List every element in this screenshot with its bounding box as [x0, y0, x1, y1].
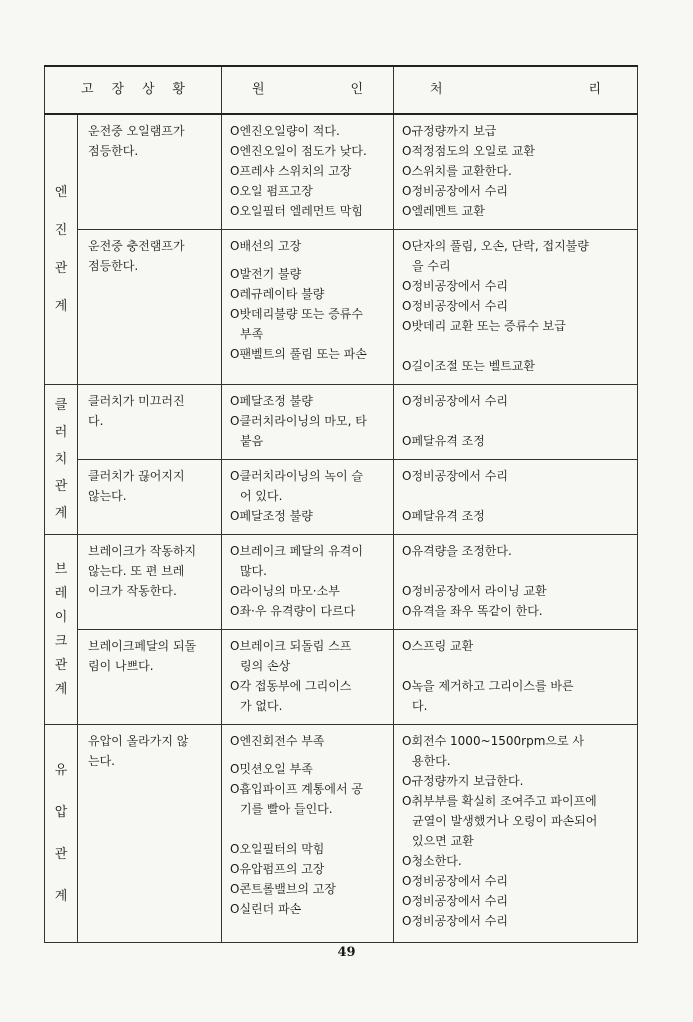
- cause-cell: O브레이크 되돌림 스프 링의 손상 O각 접동부에 그리이스 가 없다.: [222, 630, 394, 725]
- remedy-cell: O스프링 교환 O녹을 제거하고 그리이스를 바른 다.: [394, 630, 638, 725]
- table-row: [45, 460, 638, 535]
- cause-cell: O페달조정 불량 O클러치라이닝의 마모, 타 붙음: [222, 385, 394, 460]
- remedy-cell: O단자의 풀림, 오손, 단락, 접지불량 을 수리 O정비공장에서 수리 O정비공장에서 수리 O밧데리 교환 또는 증류수 보급 O길이조절 또는 벨트교환: [394, 230, 638, 385]
- symptom-cell: 운전중 오일램프가 점등한다.: [78, 114, 222, 230]
- symptom-cell: 클러치가 미끄러진 다.: [78, 385, 222, 460]
- category-engine: 엔 진 관 계: [45, 114, 78, 385]
- symptom-cell: 클러치가 끊어지지 않는다.: [78, 460, 222, 535]
- symptom-cell: 브레이크페달의 되돌 림이 나쁘다.: [78, 630, 222, 725]
- page-number: 49: [337, 945, 356, 960]
- symptom-cell: 유압이 올라가지 않 는다.: [78, 725, 222, 943]
- header-symptom: 고 장 상 황: [45, 66, 222, 114]
- symptom-cell: 운전중 충전램프가 점등한다.: [78, 230, 222, 385]
- category-hydraulic: 유 압 관 계: [45, 725, 78, 943]
- table-row: [45, 535, 638, 630]
- symptom-cell: 브레이크가 작동하지 않는다. 또 편 브레 이크가 작동한다.: [78, 535, 222, 630]
- remedy-cell: O규정량까지 보급 O적정점도의 오일로 교환 O스위치를 교환한다. O정비공장에서 수리 O엘레멘트 교환: [394, 114, 638, 230]
- table-row: [45, 385, 638, 460]
- cause-cell: O엔진회전수 부족 O밋션오일 부족 O흡입파이프 계통에서 공 기를 빨아 들인다. O오일필터의 막힘 O유압펌프의 고장 O콘트롤밸브의 고장 O실린더 파손: [222, 725, 394, 943]
- remedy-cell: O정비공장에서 수리 O페달유격 조정: [394, 460, 638, 535]
- remedy-cell: O유격량을 조정한다. O정비공장에서 라이닝 교환 O유격을 좌우 똑같이 한다.: [394, 535, 638, 630]
- cause-cell: O엔진오일량이 적다. O엔진오일이 점도가 낮다. O프레샤 스위치의 고장 O오일 펌프고장 O오일필터 엘레먼트 막힘: [222, 114, 394, 230]
- remedy-cell: O정비공장에서 수리 O페달유격 조정: [394, 385, 638, 460]
- table-row: [45, 114, 638, 230]
- table-row: [45, 230, 638, 385]
- cause-cell: O클러치라이닝의 녹이 슬 어 있다. O페달조정 불량: [222, 460, 394, 535]
- category-brake: 브 레 이 크 관 계: [45, 535, 78, 725]
- remedy-cell: O회전수 1000~1500rpm으로 사 용한다. O규정량까지 보급한다. O취부부를 확실히 조여주고 파이프에 균열이 발생했거나 오링이 파손되어 있으면 교환 O청소한다. O정비공장에서 수리 O정비공장에서 수리 O정비공장에서 수리: [394, 725, 638, 943]
- cause-cell: O브레이크 페달의 유격이 많다. O라이닝의 마모·소부 O좌·우 유격량이 다르다: [222, 535, 394, 630]
- header-remedy: 처 리: [394, 66, 638, 114]
- header-cause: 원 인: [222, 66, 394, 114]
- cause-cell: O배선의 고장 O발전기 불량 O레규레이타 불량 O밧데리불량 또는 증류수 부족 O팬벨트의 풀림 또는 파손: [222, 230, 394, 385]
- table-row: [45, 725, 638, 943]
- table-row: [45, 630, 638, 725]
- troubleshooting-table: [44, 65, 638, 943]
- table-header-row: [45, 66, 638, 114]
- category-clutch: 클 러 치 관 계: [45, 385, 78, 535]
